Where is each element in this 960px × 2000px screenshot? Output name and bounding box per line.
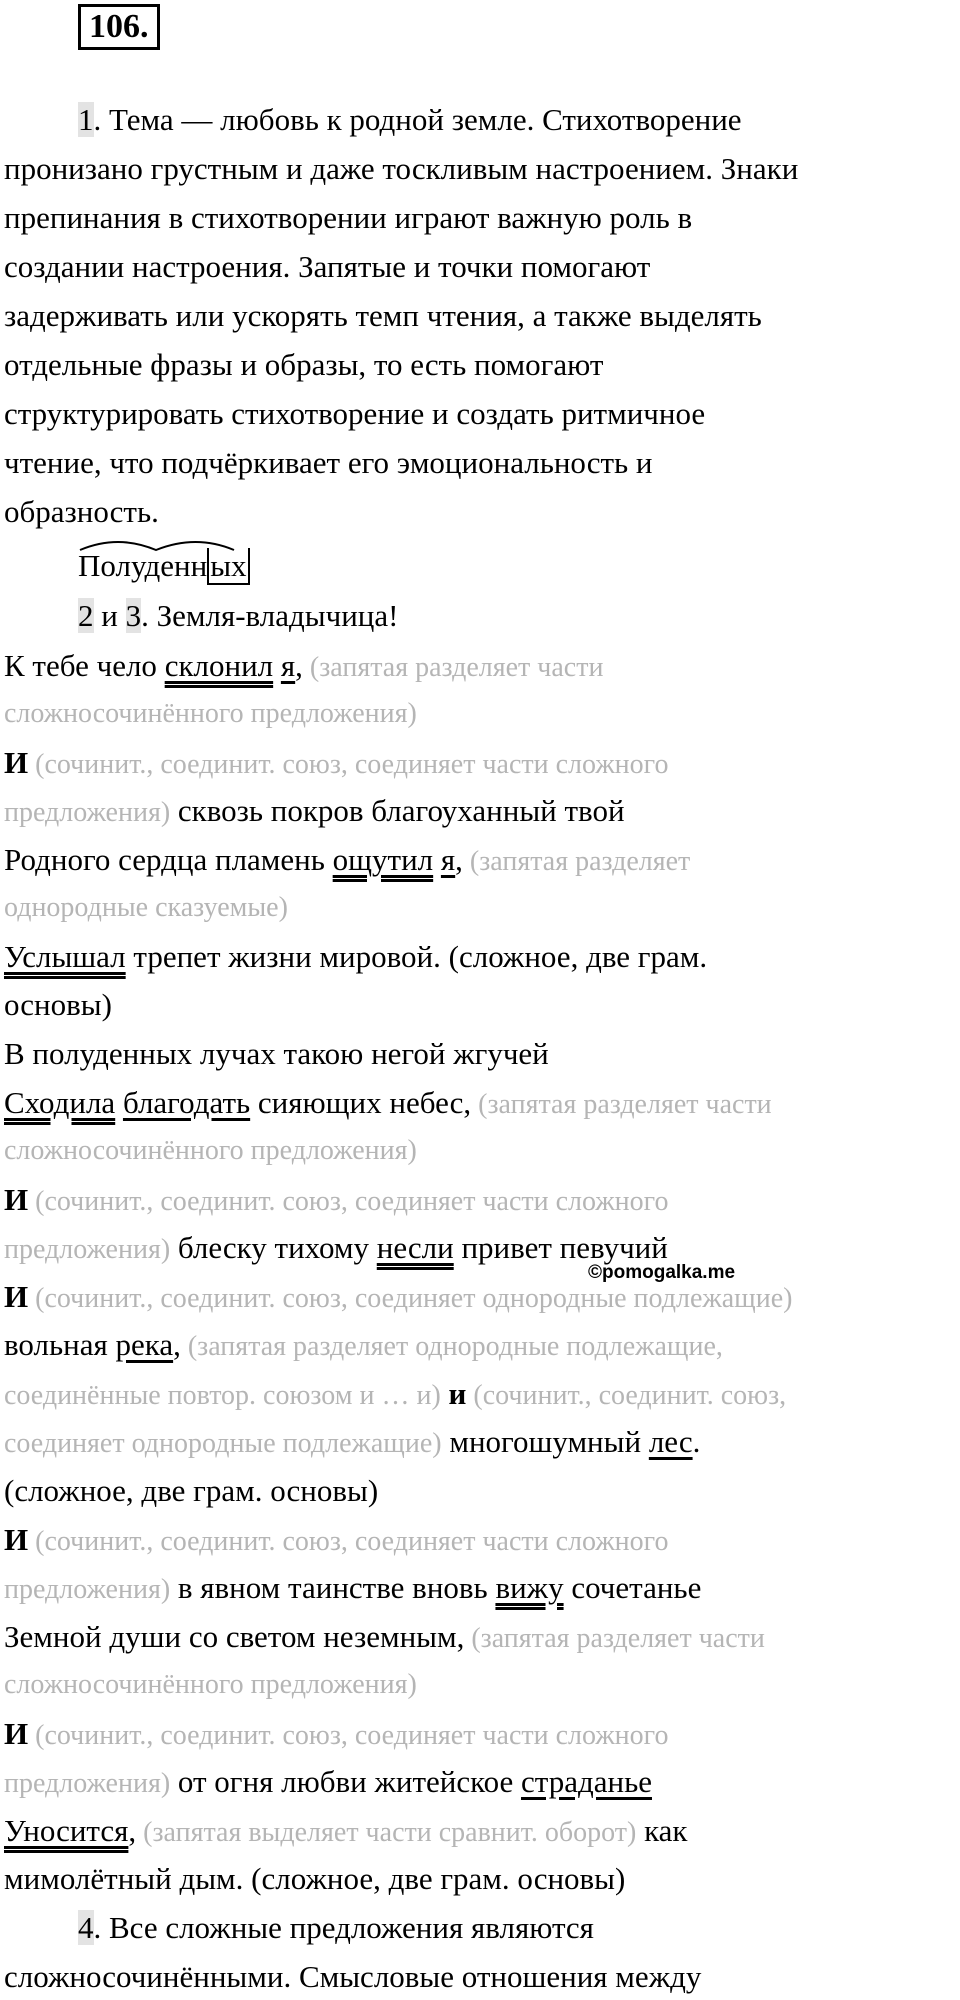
verse-line-21: Земной души со светом неземным, (запятая разделяет части [4,1619,765,1654]
verse-line-25: Уносится, (запятая выделяет части сравнит. оборот) как [4,1813,688,1848]
verse-line-26: мимолётный дым. (сложное, две грам. основы) [4,1861,626,1896]
word-ending: ых [207,548,249,585]
p1-line-8: чтение, что подчёркивает его эмоциональность и [4,445,653,480]
verse-line-11: сложносочинённого предложения) [4,1135,417,1166]
verse-line-8: основы) [4,987,112,1022]
p4-number: 4 [78,1910,94,1945]
verse-line-10: Сходила благодать сияющих небес, (запятая разделяет части [4,1085,772,1120]
p4-line-1: 4. Все сложные предложения являются [78,1910,594,1945]
p1-line-3: препинания в стихотворении играют важную роль в [4,200,693,235]
verse-line-19: И (сочинит., соединит. союз, соединяет части сложного [4,1522,669,1557]
verse-line-22: сложносочинённого предложения) [4,1669,417,1700]
verse-line-15: вольная река, (запятая разделяет однородные подлежащие, [4,1327,723,1362]
p23-heading: 2 и 3. Земля-владычица! [78,598,399,633]
p1-number: 1 [78,102,94,137]
p1-line-2: пронизано грустным и даже тоскливым настроением. Знаки [4,151,799,186]
morphemic-analysis [78,546,250,586]
verse-line-1: К тебе чело склонил я, (запятая разделяет части [4,648,604,683]
verse-line-13: предложения) блеску тихому несли привет певучий [4,1230,668,1265]
p1-line-9: образность. [4,494,159,529]
verse-line-14: И (сочинит., соединит. союз, соединяет однородные подлежащие) [4,1279,793,1314]
verse-line-3: И (сочинит., соединит. союз, соединяет части сложного [4,745,669,780]
verse-line-17: соединяет однородные подлежащие) многошумный лес. [4,1424,701,1459]
watermark: ©pomogalka.me [588,1262,736,1283]
verse-line-12: И (сочинит., соединит. союз, соединяет части сложного [4,1182,669,1217]
verse-line-16: соединённые повтор. союзом и … и) и (сочинит., соединит. союз, [4,1376,787,1411]
exercise-number: 106. [78,4,160,50]
root-arc-icon [78,538,238,552]
verse-line-9: В полуденных лучах такою негой жгучей [4,1036,549,1071]
verse-line-23: И (сочинит., соединит. союз, соединяет части сложного [4,1716,669,1751]
verse-line-18: (сложное, две грам. основы) [4,1473,379,1508]
p1-line-4: создании настроения. Запятые и точки помогают [4,249,651,284]
p1-line-7: структурировать стихотворение и создать ритмичное [4,396,706,431]
verse-line-6: однородные сказуемые) [4,892,288,923]
verse-line-7: Услышал трепет жизни мировой. (сложное, две грам. [4,939,708,974]
p1-line-1: 1. Тема — любовь к родной земле. Стихотворение [78,102,742,137]
word-stem: Полуденн [78,546,207,586]
verse-line-4: предложения) сквозь покров благоуханный твой [4,793,625,828]
p1-line-5: задерживать или ускорять темп чтения, а также выделять [4,298,762,333]
verse-line-5: Родного сердца пламень ощутил я, (запятая разделяет [4,842,691,877]
verse-line-24: предложения) от огня любви житейское страданье [4,1764,652,1799]
p4-line-2: сложносочинёнными. Смысловые отношения между [4,1959,702,1994]
p1-line-6: отдельные фразы и образы, то есть помогают [4,347,604,382]
verse-line-20: предложения) в явном таинстве вновь вижу сочетанье [4,1570,702,1605]
verse-line-2: сложносочинённого предложения) [4,698,417,729]
